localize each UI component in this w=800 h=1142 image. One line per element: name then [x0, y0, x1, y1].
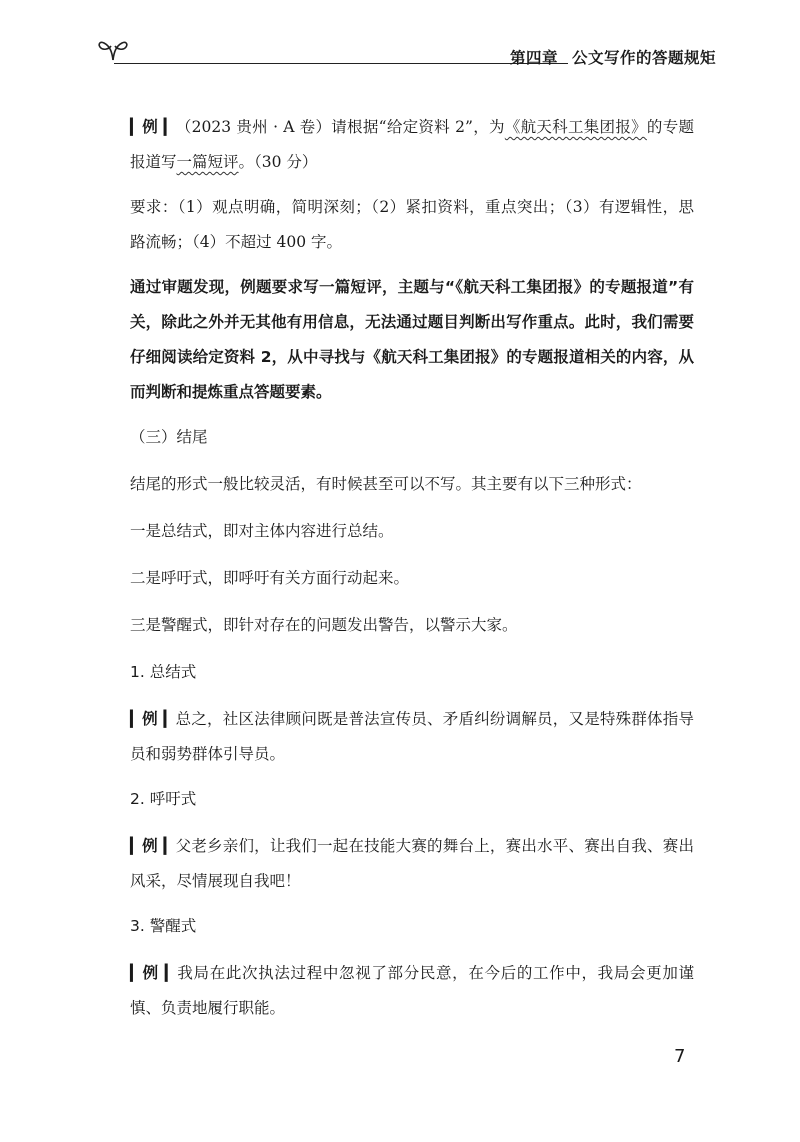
example-tag: ▎例 ▎ [130, 710, 176, 728]
example-task: 一篇短评 [176, 153, 239, 171]
chapter-name: 公文写作的答题规矩 [571, 49, 716, 67]
example-appeal-text: 父老乡亲们，让我们一起在技能大赛的舞台上，赛出水平、赛出自我、赛出风采，尽情展现自我吧！ [130, 837, 694, 890]
example-source: （2023 贵州 · A 卷）请根据“给定资料 2”，为 [175, 118, 505, 136]
analysis-paragraph: 通过审题发现，例题要求写一篇短评，主题与“《航天科工集团报》的专题报道”有关，除此之外并无其他有用信息，无法通过题目判断出写作重点。此时，我们需要仔细阅读给定资料 2，从中寻找与《航天科工集团报》的专题报道相关的内容，从而判断和提炼重点答题要素。 [130, 278, 694, 401]
form-appeal: 二是呼吁式，即呼吁有关方面行动起来。 [130, 569, 410, 587]
example-warning-text: 我局在此次执法过程中忽视了部分民意，在今后的工作中，我局会更加谨慎、负责地履行职能。 [130, 964, 694, 1017]
subsection-title-warning: 3. 警醒式 [130, 917, 197, 935]
chapter-title [510, 46, 716, 68]
example-score: 。（30 分） [238, 153, 318, 171]
page-number: 7 [674, 1046, 686, 1067]
example-tag: ▎例 ▎ [130, 118, 176, 136]
example-summary [130, 702, 694, 772]
requirements: 要求：（1）观点明确，简明深刻；（2）紧扣资料，重点突出；（3）有逻辑性，思路流畅；（4）不超过 400 字。 [130, 198, 694, 251]
sprout-icon [96, 34, 130, 64]
example-appeal [130, 829, 694, 899]
header-rule [114, 63, 568, 64]
example-tag: ▎例 ▎ [130, 964, 177, 982]
section-intro: 结尾的形式一般比较灵活，有时候甚至可以不写。其主要有以下三种形式： [130, 475, 642, 493]
form-summary: 一是总结式，即对主体内容进行总结。 [130, 522, 394, 540]
example-summary-text: 总之，社区法律顾问既是普法宣传员、矛盾纠纷调解员，又是特殊群体指导员和弱势群体引导员。 [130, 710, 694, 763]
subsection-title-appeal: 2. 呼吁式 [130, 790, 197, 808]
form-warning: 三是警醒式，即针对存在的问题发出警告，以警示大家。 [130, 616, 518, 634]
chapter-number: 第四章 [509, 49, 558, 67]
section-heading: （三）结尾 [130, 428, 208, 446]
example-question [130, 110, 694, 180]
subsection-title-summary: 1. 总结式 [130, 663, 197, 681]
example-tag: ▎例 ▎ [130, 837, 176, 855]
example-warning [130, 956, 694, 1026]
newspaper-name: 《航天科工集团报》 [504, 118, 647, 136]
page-header [96, 34, 716, 74]
page-body [130, 110, 694, 1036]
example-text-mid: 的专题报道写 [130, 118, 694, 171]
